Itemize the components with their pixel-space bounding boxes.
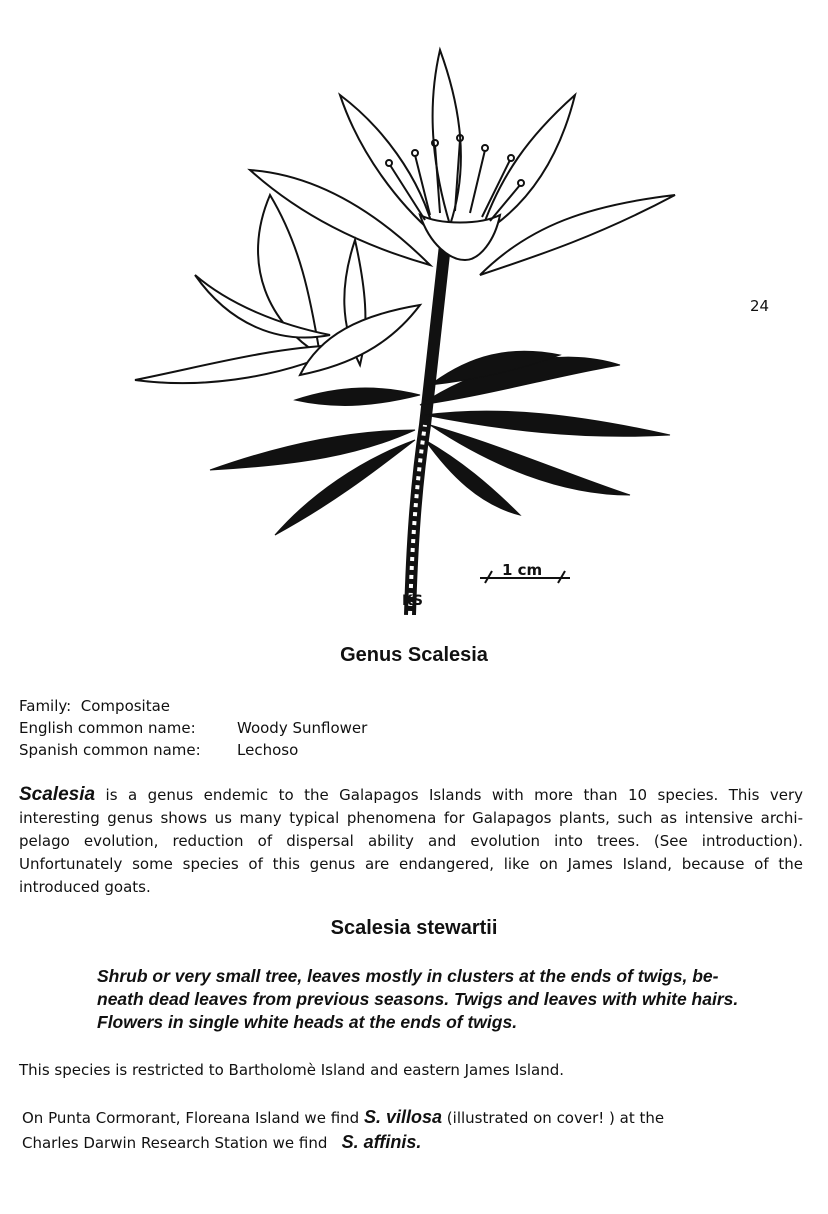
scale-label: 1 cm	[502, 561, 543, 579]
family-value: Compositae	[80, 697, 171, 715]
species-title: Scalesia stewartii	[330, 917, 498, 939]
dark-leaf	[425, 411, 670, 436]
intro-text: is a genus endemic to the Galapagos Islands with more than 10 species. This very interesting genus shows us many typical phenomena for Galapagos plants, such as intensive archi-pelago evolution, reduction of dispersal ability and evolution into trees. (See introduction). Unfortunately some species of this genus are endangered, like on James Island, because of the introduced goats.	[19, 786, 803, 896]
species-affinis: S. affinis.	[341, 1132, 422, 1152]
english-name-value: Woody Sunflower	[237, 719, 368, 737]
spanish-name-row	[19, 739, 367, 761]
genus-title: Genus Scalesia	[340, 644, 488, 666]
spanish-name-value: Lechoso	[237, 741, 299, 759]
description-line: Flowers in single white heads at the ends of twigs.	[97, 1012, 518, 1032]
related-line-1	[22, 1105, 664, 1130]
intro-genus-name: Scalesia	[19, 784, 96, 805]
related-text: Charles Darwin Research Station we find	[22, 1134, 328, 1152]
family-label: Family:	[19, 697, 72, 715]
dark-leaf	[295, 388, 420, 405]
family-row	[19, 695, 367, 717]
related-text: On Punta Cormorant, Floreana Island we find	[22, 1109, 360, 1127]
related-text: (illustrated on cover! ) at the	[446, 1109, 665, 1127]
spanish-name-label: Spanish common name:	[19, 741, 201, 759]
species-villosa: S. villosa	[363, 1107, 443, 1127]
related-species	[22, 1105, 664, 1155]
english-name-row	[19, 717, 367, 739]
scalesia-illustration	[120, 45, 700, 615]
page-number: 24	[750, 297, 770, 315]
common-names	[19, 695, 367, 761]
artist-signature: KS	[402, 593, 423, 609]
related-line-2	[22, 1130, 664, 1155]
species-range: This species is restricted to Bartholomè Island and eastern James Island.	[19, 1061, 565, 1079]
description-line: Shrub or very small tree, leaves mostly in clusters at the ends of twigs, be-	[97, 966, 719, 986]
leaf	[480, 95, 575, 235]
description-line: neath dead leaves from previous seasons. Twigs and leaves with white hairs.	[97, 989, 739, 1009]
flower-head	[420, 215, 500, 260]
genus-intro-paragraph	[19, 783, 803, 899]
english-name-label: English common name:	[19, 719, 196, 737]
species-description	[97, 965, 807, 1034]
